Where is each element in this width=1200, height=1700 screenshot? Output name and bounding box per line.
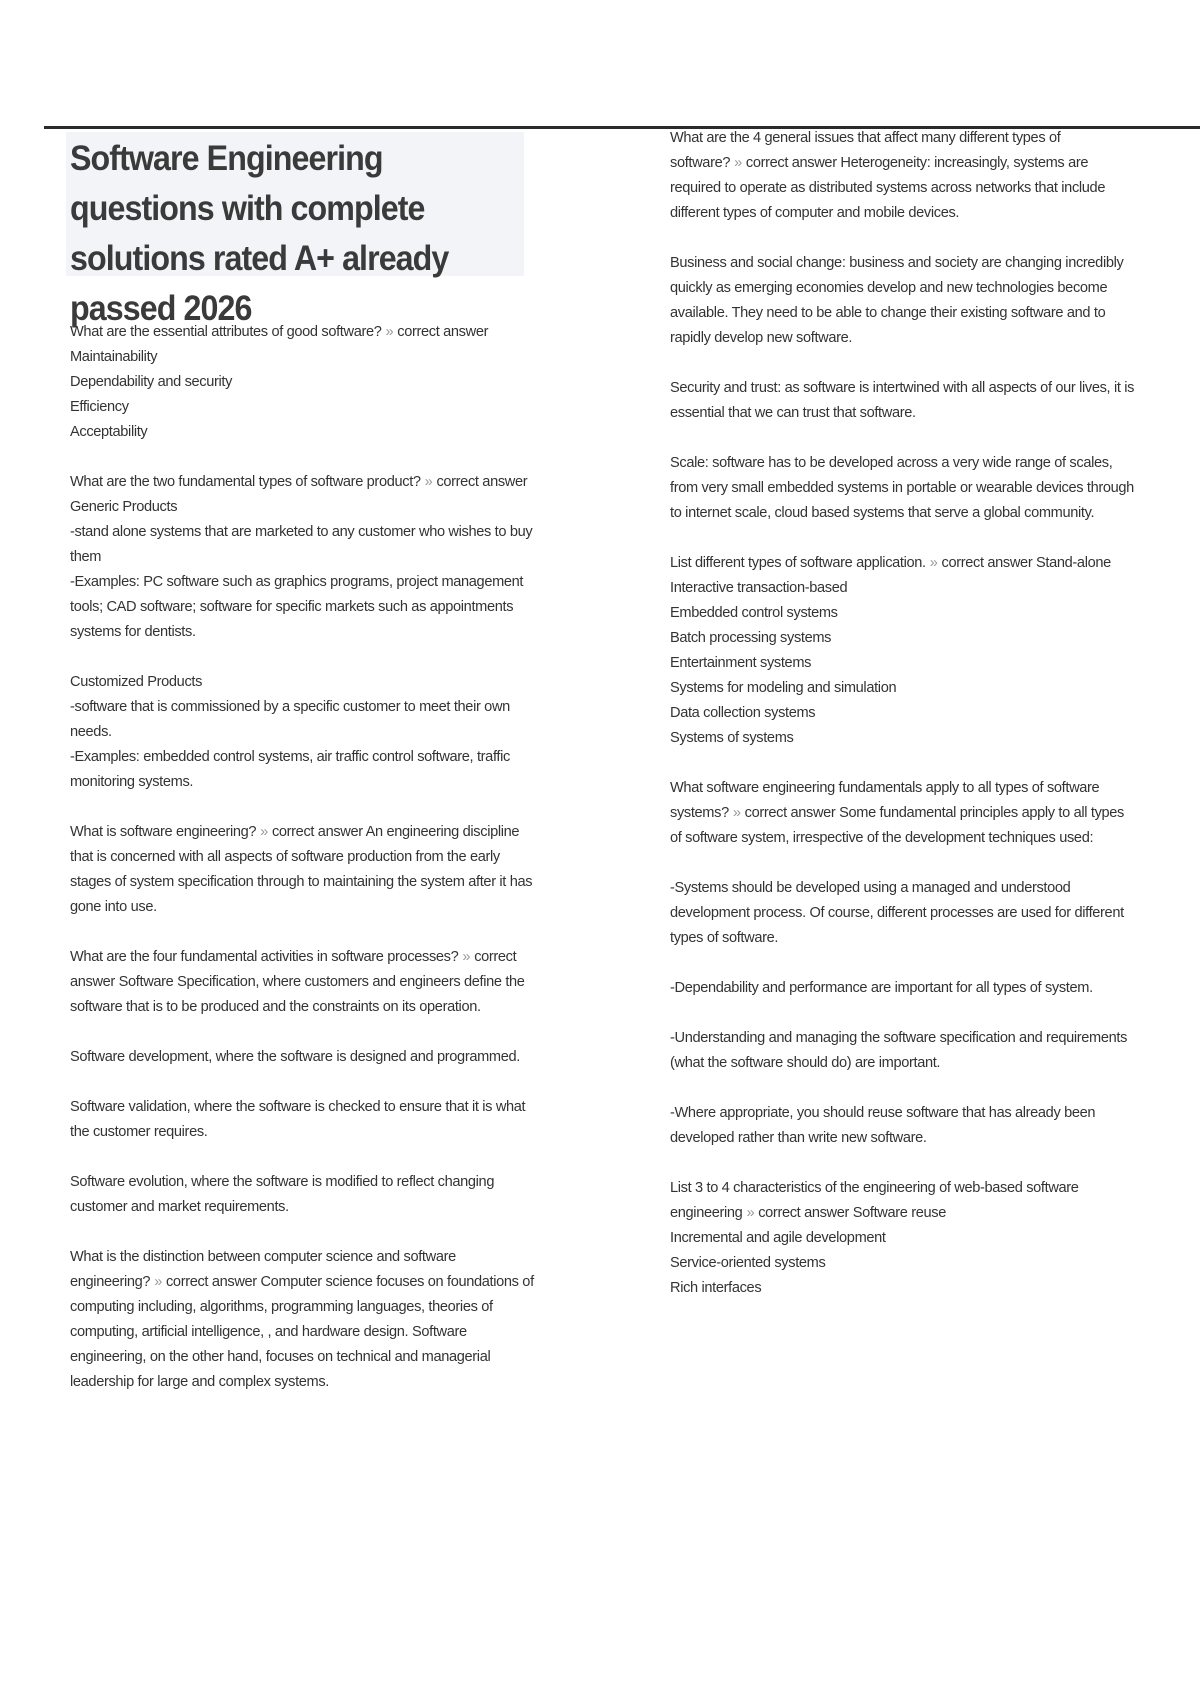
answer-line: Entertainment systems (670, 655, 812, 671)
question-text: List different types of software application. (670, 555, 926, 571)
answer-line: Business and social change: business and society are changing incredibly quickly as emerging economies develop and new technologies become available. They need to be able to change their existing software and to rapidly develop new software. (670, 255, 1128, 346)
answer-line: Scale: software has to be developed across a very wide range of scales, from very small embedded systems in portable or wearable devices through to internet scale, cloud based systems that serve a global community. (670, 455, 1138, 521)
question-line (670, 1176, 1135, 1226)
qa-block (70, 945, 540, 1020)
answer-line: -Understanding and managing the software specification and requirements (what the software should do) are important. (670, 1030, 1131, 1071)
question-line (70, 470, 540, 520)
answer-line: Software development, where the software is designed and programmed. (70, 1049, 520, 1065)
answer-line: Data collection systems (670, 705, 816, 721)
answer-line: Systems of systems (670, 730, 794, 746)
question-line (670, 776, 1135, 851)
qa-block (670, 1101, 1135, 1151)
qa-block (670, 776, 1135, 851)
answer-line: Software evolution, where the software is modified to reflect changing customer and market requirements. (70, 1174, 498, 1215)
separator-glyph: » (734, 155, 742, 171)
separator-glyph: » (929, 555, 938, 571)
separator-glyph: » (424, 474, 433, 490)
answer-line: Customized Products (70, 674, 203, 690)
qa-block (70, 1170, 540, 1220)
answer-text: correct answer Software reuse (758, 1205, 946, 1221)
answer-text: correct answer Software Specification, where customers and engineers define the software that is to be produced and the constraints on its operation. (70, 949, 529, 1015)
answer-text: correct answer An engineering discipline that is concerned with all aspects of software production from the early stages of system specification through to maintaining the system after it has gone into use. (70, 824, 536, 915)
answer-line: Efficiency (70, 399, 129, 415)
answer-text: correct answer Heterogeneity: increasingly, systems are required to operate as distributed systems across networks that include different types of computer and mobile devices. (670, 155, 1109, 221)
answer-line: Batch processing systems (670, 630, 832, 646)
question-line (670, 551, 1135, 576)
separator-glyph: » (260, 824, 268, 840)
answer-line: -Examples: embedded control systems, air traffic control software, traffic monitoring systems. (70, 749, 514, 790)
question-line (670, 126, 1135, 226)
answer-line: Acceptability (70, 424, 148, 440)
answer-line: Dependability and security (70, 374, 233, 390)
question-text: What is software engineering? (70, 824, 257, 840)
answer-line: Service-oriented systems (670, 1255, 826, 1271)
answer-text: correct answer Computer science focuses on foundations of computing including, algorithms, programming languages, theories of computing, artificial intelligence, , and hardware design. Software engineering, on the other hand, focuses on technical and managerial leadership for large and complex systems. (70, 1274, 538, 1390)
answer-line: Embedded control systems (670, 605, 838, 621)
qa-block (670, 876, 1135, 951)
separator-glyph: » (732, 805, 741, 821)
question-line (70, 945, 540, 1020)
qa-block (670, 251, 1135, 351)
qa-block (670, 976, 1135, 1001)
qa-block (70, 820, 540, 920)
answer-text: correct answer Some fundamental principles apply to all types of software system, irrespective of the development techniques used: (670, 805, 1128, 846)
right-column (670, 130, 1138, 1326)
right-qa-list (670, 126, 1138, 1301)
qa-block (70, 670, 540, 795)
qa-block (670, 376, 1138, 426)
answer-text: correct answer Generic Products (70, 474, 531, 515)
answer-line: -Where appropriate, you should reuse software that has already been developed rather than write new software. (670, 1105, 1099, 1146)
answer-line: Security and trust: as software is intertwined with all aspects of our lives, it is essential that we can trust that software. (670, 380, 1138, 421)
qa-block (70, 1245, 540, 1395)
answer-text: correct answer Stand-alone (941, 555, 1111, 571)
page-title: Software Engineering questions with complete solutions rated A+ already passed 2026 (70, 139, 449, 328)
answer-line: Rich interfaces (670, 1280, 762, 1296)
qa-block (670, 451, 1138, 526)
question-text: What are the essential attributes of good software? (70, 324, 382, 340)
separator-glyph: » (385, 324, 394, 340)
question-text: What are the two fundamental types of software product? (70, 474, 421, 490)
question-text: What are the 4 general issues that affect many different types of software? (670, 130, 1065, 171)
qa-block (70, 470, 540, 645)
qa-block (670, 1176, 1135, 1301)
answer-line: -stand alone systems that are marketed to any customer who wishes to buy them (70, 524, 537, 565)
separator-glyph: » (154, 1274, 162, 1290)
answer-line: Software validation, where the software is checked to ensure that it is what the customer requires. (70, 1099, 529, 1140)
answer-line: Interactive transaction-based (670, 580, 848, 596)
separator-glyph: » (462, 949, 471, 965)
left-qa-list (70, 320, 540, 1395)
qa-block (70, 320, 540, 445)
question-line (70, 1245, 540, 1395)
answer-text: correct answer Maintainability (70, 324, 492, 365)
qa-block (70, 1095, 540, 1145)
answer-line: -Examples: PC software such as graphics programs, project management tools; CAD software; software for specific markets such as appointments systems for dentists. (70, 574, 527, 640)
answer-line: Incremental and agile development (670, 1230, 886, 1246)
question-text: What are the four fundamental activities in software processes? (70, 949, 459, 965)
title-box (66, 132, 524, 328)
qa-block (670, 126, 1135, 226)
qa-block (670, 551, 1135, 751)
question-text: List 3 to 4 characteristics of the engineering of web-based software engineering (670, 1180, 1083, 1221)
separator-glyph: » (746, 1205, 755, 1221)
answer-line: -Dependability and performance are important for all types of system. (670, 980, 1093, 996)
answer-line: Systems for modeling and simulation (670, 680, 897, 696)
qa-block (70, 1045, 540, 1070)
answer-line: -Systems should be developed using a managed and understood development process. Of course, different processes are used for different types of software. (670, 880, 1128, 946)
question-line (70, 820, 540, 920)
question-text: What is the distinction between computer science and software engineering? (70, 1249, 460, 1290)
left-column (70, 132, 540, 1420)
qa-block (670, 1026, 1135, 1076)
question-text: What software engineering fundamentals apply to all types of software systems? (670, 780, 1104, 821)
answer-line: -software that is commissioned by a specific customer to meet their own needs. (70, 699, 514, 740)
